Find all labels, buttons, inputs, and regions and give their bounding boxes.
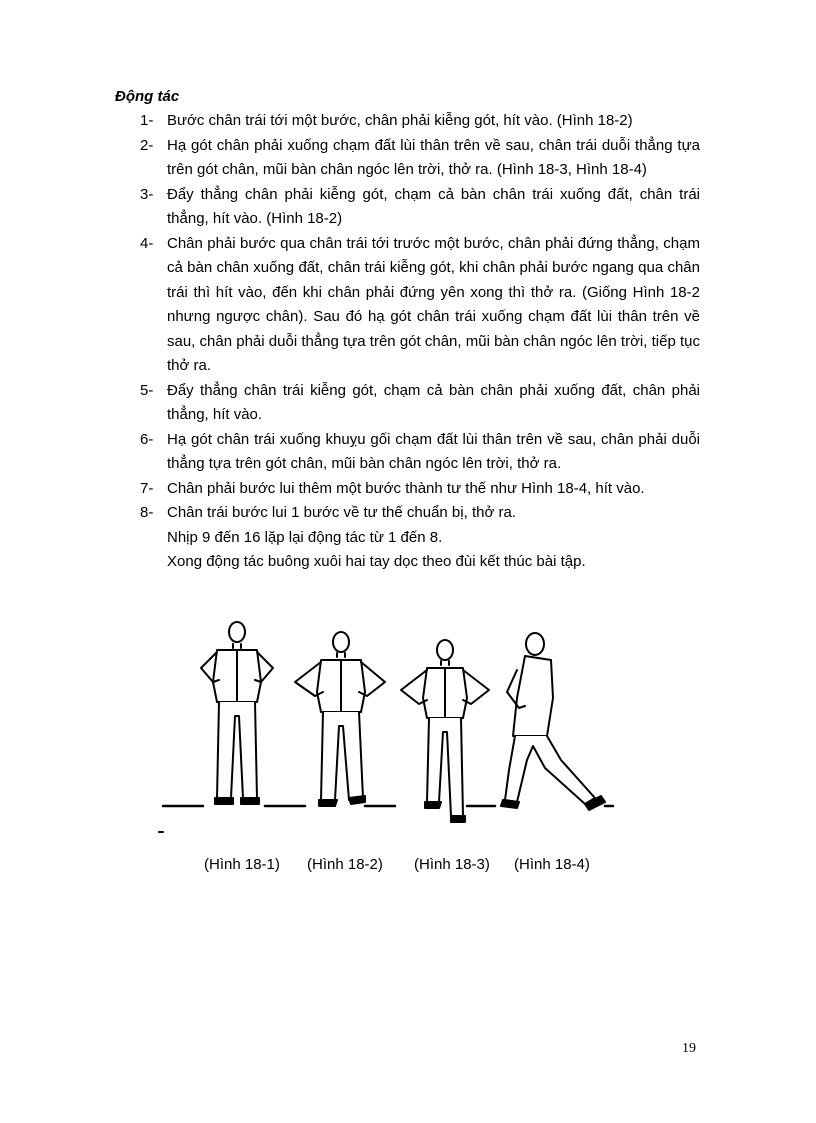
figure-18-4: [501, 633, 605, 810]
caption-18-1: (Hình 18-1): [204, 856, 280, 873]
step-text: Hạ gót chân trái xuống khuỵu gối chạm đất lùi thân trên về sau, chân phải duỗi thẳng tựa trên gót chân, mũi bàn chân ngóc lên trời, thở ra.: [167, 430, 700, 472]
step-item: [140, 428, 700, 477]
step-number: 8-: [140, 504, 154, 521]
figure-18-3: [401, 640, 489, 822]
step-item: [140, 134, 700, 183]
step-number: 3-: [140, 185, 154, 203]
exercise-illustration: [155, 620, 625, 840]
step-number: 4-: [140, 234, 154, 252]
step-text: Chân trái bước lui 1 bước về tư thế chuẩn bị, thở ra.: [167, 504, 516, 521]
page-number: 19: [682, 1041, 696, 1056]
step-number: 1-: [140, 112, 154, 129]
step-text: Chân phải bước qua chân trái tới trước một bước, chân phải đứng thẳng, chạm cả bàn chân xuống đất, chân trái kiễng gót, khi chân phải bước ngang qua chân trái thì hít vào, đến khi chân phải đứng yên xong thì thở ra. (Giống Hình 18-2 nhưng ngược chân). Sau đó hạ gót chân trái xuống chạm đất lùi thân trên về sau, chân phải duỗi thẳng tựa trên gót chân, mũi bàn chân ngóc lên trời, tiếp tục thở ra.: [167, 234, 700, 374]
caption-18-2: (Hình 18-2): [307, 856, 383, 873]
step-number: 2-: [140, 136, 154, 154]
step-text: Hạ gót chân phải xuống chạm đất lùi thân trên về sau, chân trái duỗi thẳng tựa trên gót chân, mũi bàn chân ngóc lên trời, thở ra. (Hình 18-3, Hình 18-4): [167, 136, 700, 178]
step-text: Bước chân trái tới một bước, chân phải kiễng gót, hít vào. (Hình 18-2): [167, 112, 633, 129]
step-item: [140, 477, 700, 502]
step-number: 5-: [140, 381, 154, 399]
step-list: [140, 109, 700, 575]
step-number: 7-: [140, 479, 154, 497]
figure-18-2: [295, 632, 385, 806]
step-item: [140, 232, 700, 379]
caption-18-4: (Hình 18-4): [514, 856, 590, 873]
section-heading: Động tác: [115, 88, 180, 105]
step-text: Đẩy thẳng chân trái kiễng gót, chạm cả bàn chân phải xuống đất, chân phải thẳng, hít vào.: [167, 381, 700, 423]
step-item: [140, 109, 700, 134]
closing-note: Xong động tác buông xuôi hai tay dọc theo đùi kết thúc bài tập.: [167, 553, 586, 570]
step-text: Chân phải bước lui thêm một bước thành tư thế như Hình 18-4, hít vào.: [167, 479, 645, 497]
repeat-note: Nhịp 9 đến 16 lặp lại động tác từ 1 đến 8.: [167, 528, 443, 546]
step-text: Đẩy thẳng chân phải kiễng gót, chạm cả bàn chân trái xuống đất, chân trái thẳng, hít vào. (Hình 18-2): [167, 185, 700, 227]
step-number: 6-: [140, 430, 154, 448]
caption-18-3: (Hình 18-3): [414, 856, 490, 873]
step-item: [140, 379, 700, 428]
step-item: [140, 501, 700, 526]
step-item: [140, 183, 700, 232]
figure-18-1: [201, 622, 273, 804]
